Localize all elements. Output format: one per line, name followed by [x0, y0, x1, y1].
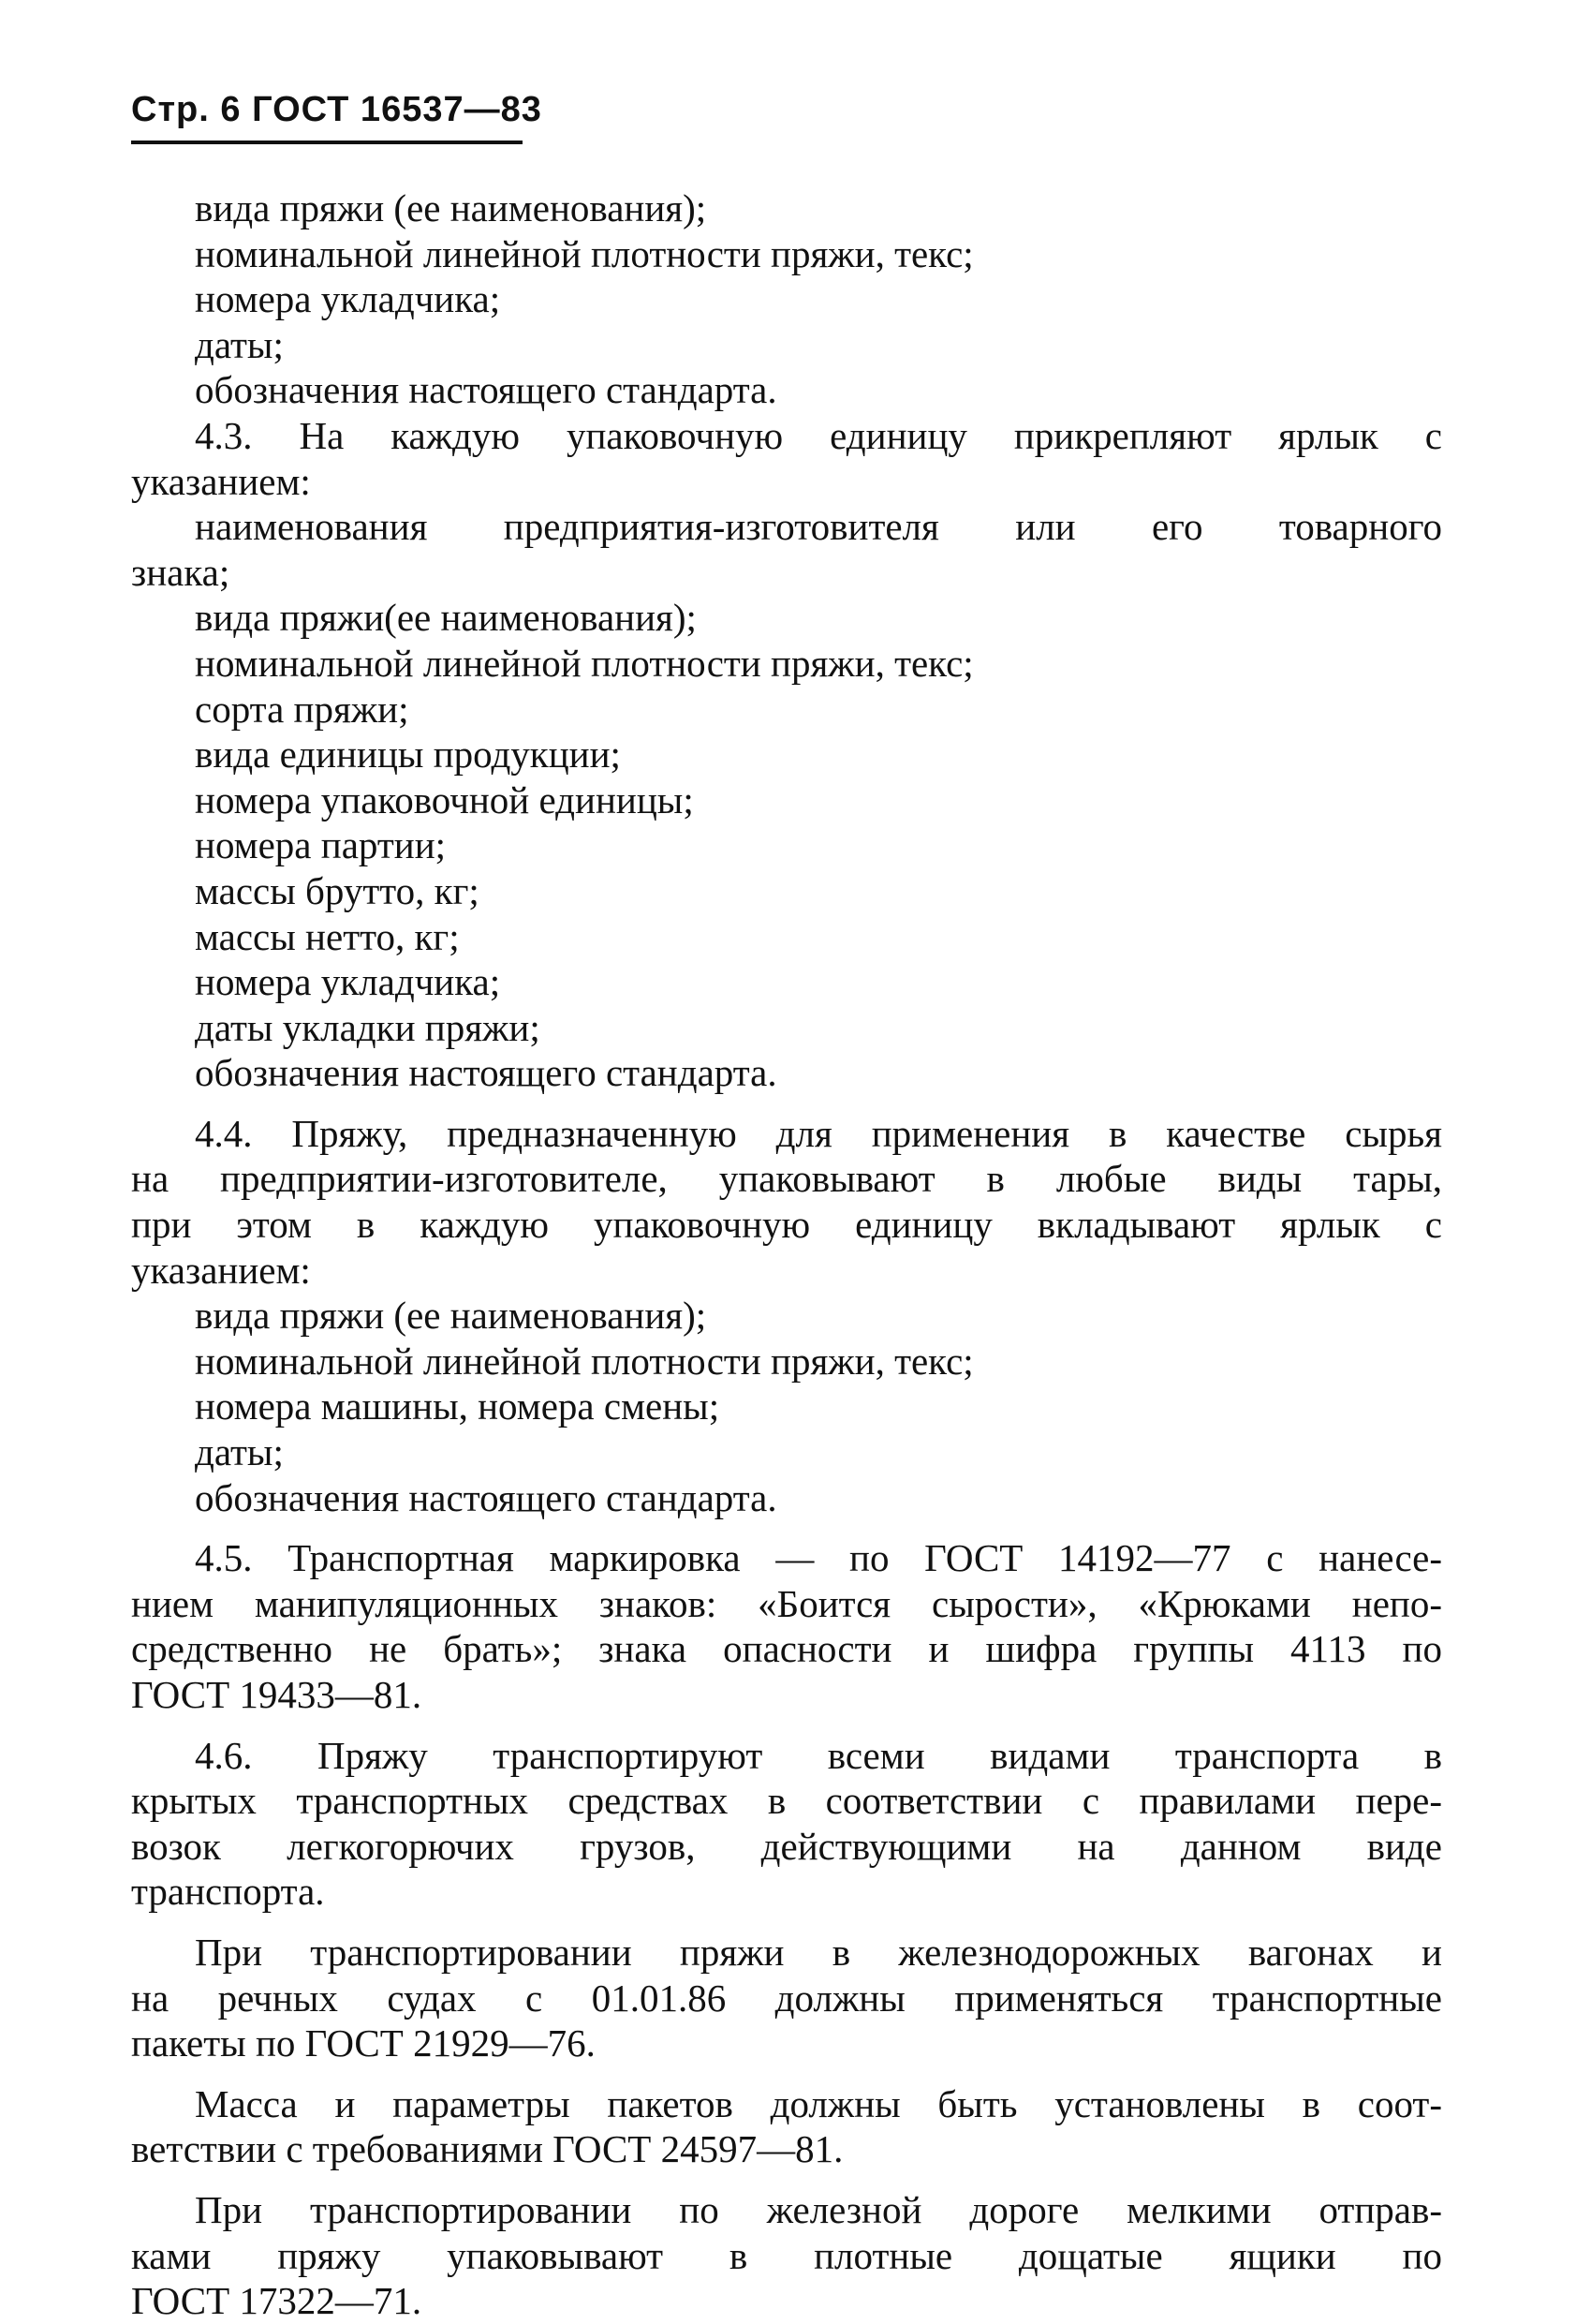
text-line: ками пряжу упаковывают в плотные дощатые ящики по	[131, 2233, 1442, 2277]
text-line: номера машины, номера смены;	[195, 1384, 720, 1428]
text-line: средственно не брать»; знака опасности и шифра группы 4113 по	[131, 1627, 1442, 1671]
text-line: При транспортировании по железной дороге мелкими отправ-	[195, 2187, 1442, 2231]
text-line: транспорта.	[131, 1870, 325, 1914]
paragraph-list2	[131, 504, 1442, 1096]
paragraph-p4_5	[131, 1535, 1442, 1717]
text-line: вида единицы продукции;	[195, 733, 621, 777]
text-line: нием манипуляционных знаков: «Боится сырости», «Крюками непо-	[131, 1581, 1442, 1625]
text-line: номинальной линейной плотности пряжи, текс;	[195, 641, 974, 685]
text-line: обозначения настоящего стандарта.	[195, 368, 777, 412]
text-line: 4.5. Транспортная маркировка — по ГОСТ 14192—77 с нанесе-	[195, 1536, 1442, 1580]
text-line: номера упаковочной единицы;	[195, 777, 694, 822]
paragraph-p4_4	[131, 1111, 1442, 1520]
paragraph-p4_3	[131, 413, 1442, 504]
text-line: наименования предприятия-изготовителя или его товарного	[195, 505, 1442, 549]
text-line: ветствии с требованиями ГОСТ 24597—81.	[131, 2127, 844, 2171]
text-line: номера укладчика;	[195, 277, 501, 321]
paragraph-p_rail	[131, 1930, 1442, 2066]
text-line: указанием:	[131, 1248, 311, 1292]
text-line: номинальной линейной плотности пряжи, текс;	[195, 1339, 974, 1383]
text-line: При транспортировании пряжи в железнодорожных вагонах и	[195, 1930, 1442, 1974]
text-line: массы брутто, кг;	[195, 868, 479, 912]
text-line: ГОСТ 19433—81.	[131, 1673, 422, 1716]
text-line: 4.6. Пряжу транспортируют всеми видами транспорта в	[195, 1733, 1442, 1777]
text-line: номинальной линейной плотности пряжи, текс;	[195, 231, 974, 275]
text-line: 4.3. На каждую упаковочную единицу прикрепляют ярлык с	[195, 413, 1442, 457]
text-line: 4.4. Пряжу, предназначенную для применения в качестве сырья	[195, 1111, 1442, 1155]
text-line: пакеты по ГОСТ 21929—76.	[131, 2021, 596, 2065]
header-rule	[131, 141, 523, 144]
text-line: на речных судах с 01.01.86 должны применяться транспортные	[131, 1976, 1442, 2020]
paragraph-list1	[131, 185, 1442, 413]
text-line: номера партии;	[195, 823, 447, 867]
text-line: обозначения настоящего стандарта.	[195, 1475, 777, 1519]
text-line: Масса и параметры пакетов должны быть установлены в соот-	[195, 2081, 1442, 2125]
paragraph-p_mass	[131, 2081, 1442, 2172]
text-line: обозначения настоящего стандарта.	[195, 1051, 777, 1095]
text-line: даты укладки пряжи;	[195, 1005, 540, 1049]
text-line: вида пряжи (ее наименования);	[195, 1294, 707, 1338]
text-line: вида пряжи(ее наименования);	[195, 596, 697, 640]
text-line: массы нетто, кг;	[195, 914, 460, 958]
paragraph-p4_6	[131, 1733, 1442, 1915]
text-line: номера укладчика;	[195, 960, 501, 1004]
text-line: указанием:	[131, 459, 311, 503]
text-line: ГОСТ 17322—71.	[131, 2279, 422, 2323]
text-line: сорта пряжи;	[195, 687, 409, 731]
text-line: возок легкогорючих грузов, действующими на данном виде	[131, 1824, 1442, 1868]
text-line: знака;	[131, 550, 230, 594]
page-header: Стр. 6 ГОСТ 16537—83	[131, 90, 542, 129]
text-line: на предприятии-изготовителе, упаковывают в любые виды тары,	[131, 1157, 1442, 1201]
paragraph-p_small	[131, 2187, 1442, 2324]
text-line: крытых транспортных средствах в соответствии с правилами пере-	[131, 1779, 1442, 1823]
text-line: даты;	[195, 1430, 284, 1474]
document-body	[131, 185, 1442, 2324]
text-line: даты;	[195, 322, 284, 366]
text-line: при этом в каждую упаковочную единицу вкладывают ярлык с	[131, 1203, 1442, 1247]
text-line: вида пряжи (ее наименования);	[195, 186, 707, 229]
